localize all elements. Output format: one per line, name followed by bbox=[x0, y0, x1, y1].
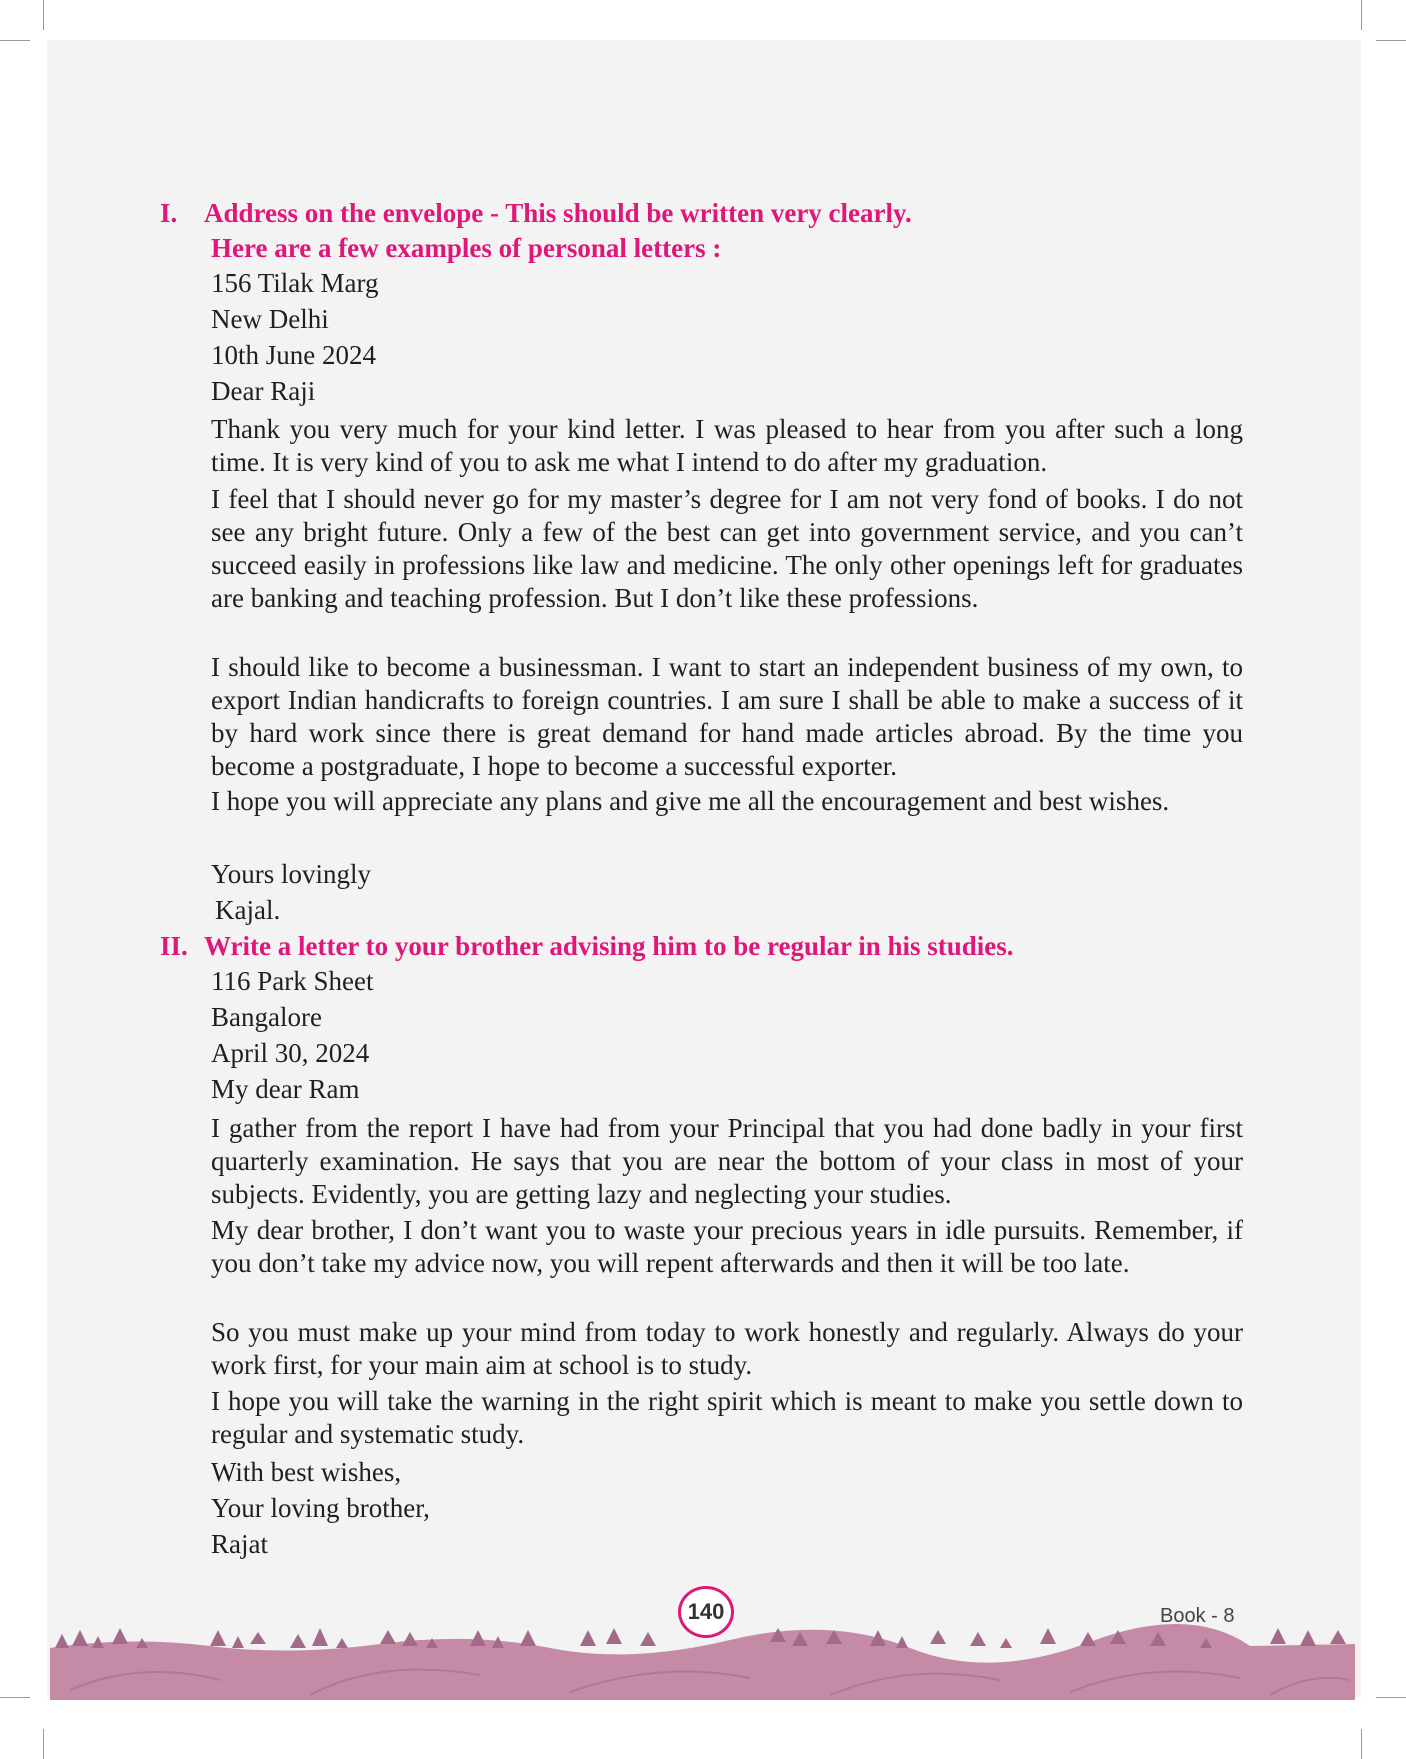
letter1-signature: Kajal. bbox=[215, 895, 281, 925]
letter1-address-line: New Delhi bbox=[211, 304, 329, 334]
letter1-date: 10th June 2024 bbox=[211, 340, 376, 370]
page-number-badge: 140 bbox=[678, 1586, 734, 1638]
letter1-paragraph: I should like to become a businessman. I want to start an independent business of my own, to export Indian handicrafts to foreign countries. I am sure I shall be able to make a success of it by hard work since there is great demand for hand made articles abroad. By the time you become a postgraduate, I hope to become a successful exporter. bbox=[211, 652, 1243, 781]
crop-mark bbox=[1376, 40, 1406, 41]
crop-mark bbox=[1361, 1729, 1362, 1759]
letter2-paragraph: I gather from the report I have had from your Principal that you had done badly in your first quarterly examination. He says that you are near the bottom of your class in most of your subjects. Evidently, you are getting lazy and neglecting your studies. bbox=[211, 1113, 1243, 1209]
letter1-paragraph: I hope you will appreciate any plans and give me all the encouragement and best wishes. bbox=[211, 786, 1170, 816]
letter1-paragraph: I feel that I should never go for my master’s degree for I am not very fond of books. I do not see any bright future. Only a few of the best can get into government service, and you can’t succeed easily in professions like law and medicine. The only other openings left for graduates are banking and teaching profession. But I don’t like these professions. bbox=[211, 484, 1243, 613]
letter2-date: April 30, 2024 bbox=[211, 1038, 370, 1068]
letter2-address-line: 116 Park Sheet bbox=[211, 966, 374, 996]
section2-heading-text: Write a letter to your brother advising him to be regular in his studies. bbox=[204, 931, 1014, 961]
letter2-address-line: Bangalore bbox=[211, 1002, 322, 1032]
section1-heading bbox=[160, 196, 912, 230]
letter2-signature: Rajat bbox=[211, 1529, 268, 1559]
letter2-paragraph: My dear brother, I don’t want you to waste your precious years in idle pursuits. Remember, if you don’t take my advice now, you will repent afterwards and then it will be too late. bbox=[211, 1215, 1243, 1278]
letter1-salutation: Dear Raji bbox=[211, 376, 316, 406]
letter1-paragraph: Thank you very much for your kind letter. I was pleased to hear from you after such a long time. It is very kind of you to ask me what I intend to do after my graduation. bbox=[211, 414, 1243, 477]
letter2-closing-2: Your loving brother, bbox=[211, 1493, 430, 1523]
crop-mark bbox=[1376, 1697, 1406, 1698]
letter1-closing: Yours lovingly bbox=[211, 859, 372, 889]
section1-number: I. bbox=[160, 198, 178, 228]
crop-mark bbox=[0, 40, 30, 41]
crop-mark bbox=[1361, 0, 1362, 30]
book-label: Book - 8 bbox=[1160, 1605, 1235, 1627]
letter2-paragraph: I hope you will take the warning in the right spirit which is meant to make you settle down to regular and systematic study. bbox=[211, 1386, 1243, 1449]
letter2-salutation: My dear Ram bbox=[211, 1074, 360, 1104]
crop-mark bbox=[43, 0, 44, 30]
letter2-closing: With best wishes, bbox=[211, 1457, 402, 1487]
section2-number: II. bbox=[160, 931, 188, 961]
letter1-address-line: 156 Tilak Marg bbox=[211, 268, 379, 298]
crop-mark bbox=[0, 1697, 30, 1698]
crop-mark bbox=[43, 1729, 44, 1759]
section1-subheading: Here are a few examples of personal letters : bbox=[211, 233, 722, 263]
section2-heading bbox=[160, 929, 1014, 963]
section1-heading-text: Address on the envelope - This should be written very clearly. bbox=[204, 198, 912, 228]
letter2-paragraph: So you must make up your mind from today to work honestly and regularly. Always do your work first, for your main aim at school is to study. bbox=[211, 1317, 1243, 1380]
